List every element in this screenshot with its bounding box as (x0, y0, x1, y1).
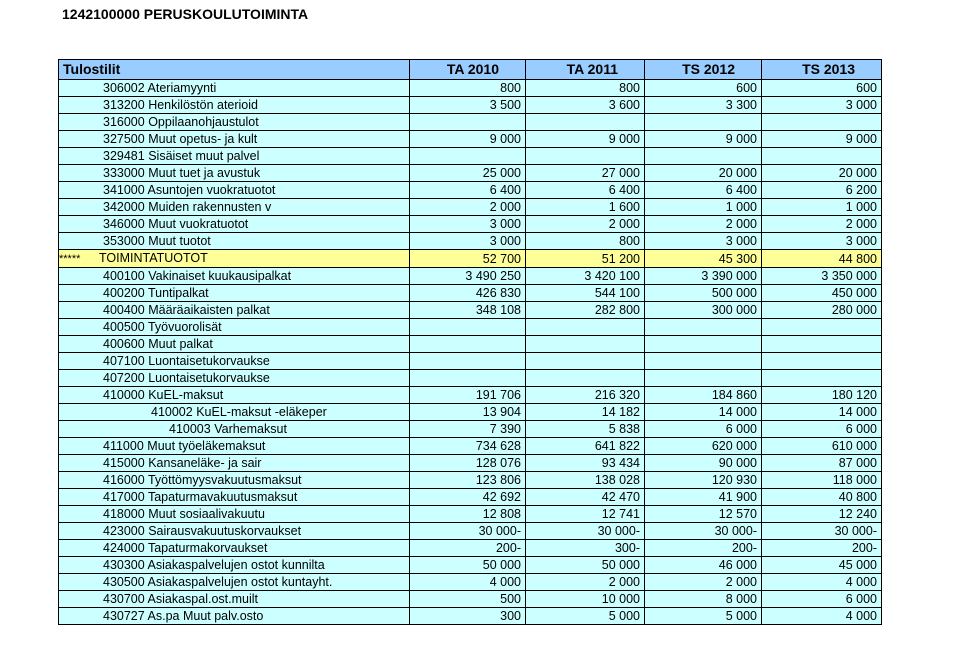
value-cell-ts2013 (762, 336, 882, 353)
value-cell-ts2013: 180 120 (762, 387, 882, 404)
table-row (59, 387, 882, 404)
value-cell-ts2013: 200- (762, 540, 882, 557)
value-cell-ta2011: 641 822 (526, 438, 645, 455)
value-cell-ts2013: 9 000 (762, 131, 882, 148)
value-cell-ta2011: 93 434 (526, 455, 645, 472)
table-row (59, 336, 882, 353)
value-cell-ta2010: 426 830 (410, 285, 526, 302)
value-cell-ts2012: 184 860 (645, 387, 762, 404)
value-cell-ts2013: 600 (762, 80, 882, 97)
account-code: 430300 (103, 558, 145, 572)
account-cell (59, 557, 410, 574)
account-name: Muut työeläkemaksut (147, 439, 266, 453)
account-cell (59, 80, 410, 97)
value-cell-ta2011: 27 000 (526, 165, 645, 182)
value-cell-ts2013: 118 000 (762, 472, 882, 489)
account-cell (59, 591, 410, 608)
account-cell (59, 199, 410, 216)
value-cell-ta2011: 10 000 (526, 591, 645, 608)
value-cell-ts2013: 3 000 (762, 97, 882, 114)
account-code: 327500 (103, 132, 145, 146)
value-cell-ta2010: 4 000 (410, 574, 526, 591)
value-cell-ta2011: 51 200 (526, 250, 645, 268)
value-cell-ta2010: 42 692 (410, 489, 526, 506)
value-cell-ta2011: 42 470 (526, 489, 645, 506)
account-name: Oppilaanohjaustulot (148, 115, 259, 129)
value-cell-ts2012: 620 000 (645, 438, 762, 455)
value-cell-ts2012: 5 000 (645, 608, 762, 625)
account-code: 410000 (103, 388, 145, 402)
value-cell-ts2012: 500 000 (645, 285, 762, 302)
account-code: 423000 (103, 524, 145, 538)
column-header-ta2010: TA 2010 (410, 60, 526, 80)
value-cell-ta2010: 123 806 (410, 472, 526, 489)
value-cell-ta2011: 138 028 (526, 472, 645, 489)
account-name: Työvuorolisät (147, 320, 222, 334)
table-row (59, 97, 882, 114)
account-code: 329481 (103, 149, 145, 163)
account-cell (59, 285, 410, 302)
table-row (59, 233, 882, 250)
value-cell-ts2012: 1 000 (645, 199, 762, 216)
value-cell-ts2013: 3 000 (762, 233, 882, 250)
account-name: Ateriamyynti (147, 81, 217, 95)
table-row (59, 199, 882, 216)
value-cell-ts2012 (645, 370, 762, 387)
value-cell-ta2011: 50 000 (526, 557, 645, 574)
column-header-account: Tulostilit (59, 60, 410, 80)
value-cell-ts2013 (762, 353, 882, 370)
table-row (59, 302, 882, 319)
value-cell-ta2010: 800 (410, 80, 526, 97)
value-cell-ts2013 (762, 148, 882, 165)
account-name: Kansaneläke- ja sair (148, 456, 262, 470)
value-cell-ta2011: 2 000 (526, 216, 645, 233)
account-code: 430727 (103, 609, 145, 623)
account-name: Muut vuokratuotot (148, 217, 249, 231)
value-cell-ts2012: 30 000- (645, 523, 762, 540)
column-header-ts2012: TS 2012 (645, 60, 762, 80)
value-cell-ta2010: 200- (410, 540, 526, 557)
table-row (59, 574, 882, 591)
value-cell-ta2011: 300- (526, 540, 645, 557)
value-cell-ta2010: 52 700 (410, 250, 526, 268)
column-header-ts2013: TS 2013 (762, 60, 882, 80)
account-cell (59, 455, 410, 472)
account-name: Varhemaksut (214, 422, 287, 436)
table-row (59, 489, 882, 506)
value-cell-ts2013: 450 000 (762, 285, 882, 302)
account-name: Määräaikaisten palkat (148, 303, 270, 317)
value-cell-ta2010 (410, 336, 526, 353)
account-code: 333000 (103, 166, 145, 180)
table-row (59, 285, 882, 302)
table-row (59, 148, 882, 165)
account-code: 400400 (103, 303, 145, 317)
account-code: 411000 (103, 439, 144, 453)
account-cell (59, 574, 410, 591)
value-cell-ta2010: 3 000 (410, 216, 526, 233)
table-row (59, 131, 882, 148)
value-cell-ta2011: 800 (526, 233, 645, 250)
table-row (59, 472, 882, 489)
value-cell-ta2011: 282 800 (526, 302, 645, 319)
account-cell (59, 353, 410, 370)
account-cell (59, 268, 410, 285)
account-code: 407200 (103, 371, 145, 385)
value-cell-ta2010: 13 904 (410, 404, 526, 421)
value-cell-ta2011: 3 600 (526, 97, 645, 114)
value-cell-ta2011 (526, 114, 645, 131)
value-cell-ts2013: 610 000 (762, 438, 882, 455)
value-cell-ta2010: 30 000- (410, 523, 526, 540)
account-cell (59, 336, 410, 353)
value-cell-ts2012: 2 000 (645, 574, 762, 591)
value-cell-ts2013 (762, 114, 882, 131)
account-name: Muut palkat (148, 337, 213, 351)
value-cell-ta2010: 2 000 (410, 199, 526, 216)
value-cell-ts2013: 12 240 (762, 506, 882, 523)
value-cell-ta2010: 6 400 (410, 182, 526, 199)
value-cell-ts2012: 41 900 (645, 489, 762, 506)
value-cell-ts2012 (645, 336, 762, 353)
account-cell (59, 421, 410, 438)
value-cell-ta2011 (526, 353, 645, 370)
budget-table (58, 59, 882, 625)
total-row (59, 250, 882, 268)
table-row (59, 114, 882, 131)
account-name: Luontaisetukorvaukse (148, 354, 270, 368)
value-cell-ta2010: 3 490 250 (410, 268, 526, 285)
value-cell-ts2012: 200- (645, 540, 762, 557)
value-cell-ta2011: 1 600 (526, 199, 645, 216)
account-code: 407100 (103, 354, 145, 368)
value-cell-ta2010: 12 808 (410, 506, 526, 523)
value-cell-ts2012: 600 (645, 80, 762, 97)
account-code: 416000 (103, 473, 145, 487)
value-cell-ts2013: 40 800 (762, 489, 882, 506)
value-cell-ts2013: 4 000 (762, 574, 882, 591)
account-code: 417000 (103, 490, 145, 504)
account-code: 424000 (103, 541, 145, 555)
table-row (59, 370, 882, 387)
value-cell-ta2010 (410, 353, 526, 370)
account-cell (59, 131, 410, 148)
value-cell-ta2011: 14 182 (526, 404, 645, 421)
table-row (59, 608, 882, 625)
account-cell (59, 165, 410, 182)
value-cell-ts2012: 20 000 (645, 165, 762, 182)
value-cell-ta2010: 128 076 (410, 455, 526, 472)
total-marker: ***** (59, 253, 81, 265)
account-cell (59, 319, 410, 336)
account-name: Muut opetus- ja kult (148, 132, 258, 146)
value-cell-ta2011: 216 320 (526, 387, 645, 404)
account-code: 430700 (103, 592, 145, 606)
account-cell (59, 182, 410, 199)
table-row (59, 591, 882, 608)
value-cell-ts2012 (645, 148, 762, 165)
value-cell-ts2013: 1 000 (762, 199, 882, 216)
value-cell-ts2013: 6 200 (762, 182, 882, 199)
value-cell-ts2012: 8 000 (645, 591, 762, 608)
account-code: 410002 (151, 405, 193, 419)
account-cell (59, 506, 410, 523)
value-cell-ta2011: 30 000- (526, 523, 645, 540)
account-code: 400600 (103, 337, 145, 351)
value-cell-ta2010: 191 706 (410, 387, 526, 404)
table-row (59, 438, 882, 455)
value-cell-ta2011: 6 400 (526, 182, 645, 199)
value-cell-ta2011 (526, 319, 645, 336)
table-header-row (59, 60, 882, 80)
account-cell (59, 608, 410, 625)
account-code: 346000 (103, 217, 145, 231)
value-cell-ts2013 (762, 370, 882, 387)
value-cell-ta2011: 9 000 (526, 131, 645, 148)
value-cell-ts2013 (762, 319, 882, 336)
value-cell-ta2011 (526, 148, 645, 165)
value-cell-ts2013: 87 000 (762, 455, 882, 472)
value-cell-ta2011: 2 000 (526, 574, 645, 591)
account-name: Tuntipalkat (147, 286, 209, 300)
account-cell (59, 148, 410, 165)
value-cell-ta2010: 3 000 (410, 233, 526, 250)
account-cell (59, 438, 410, 455)
account-cell (59, 302, 410, 319)
value-cell-ts2013: 3 350 000 (762, 268, 882, 285)
table-row (59, 80, 882, 97)
page-title: 1242100000 PERUSKOULUTOIMINTA (62, 6, 309, 22)
value-cell-ts2012: 300 000 (645, 302, 762, 319)
value-cell-ta2010: 348 108 (410, 302, 526, 319)
account-cell (59, 114, 410, 131)
account-code: 313200 (103, 98, 145, 112)
table-row (59, 540, 882, 557)
account-name: Tapaturmakorvaukset (147, 541, 268, 555)
value-cell-ts2013: 45 000 (762, 557, 882, 574)
value-cell-ts2013: 14 000 (762, 404, 882, 421)
value-cell-ta2011: 5 838 (526, 421, 645, 438)
value-cell-ts2012: 6 000 (645, 421, 762, 438)
value-cell-ta2011: 3 420 100 (526, 268, 645, 285)
value-cell-ts2012: 12 570 (645, 506, 762, 523)
account-name: Asuntojen vuokratuotot (147, 183, 276, 197)
value-cell-ta2010: 50 000 (410, 557, 526, 574)
account-code: 400100 (103, 269, 145, 283)
value-cell-ts2012: 45 300 (645, 250, 762, 268)
value-cell-ts2012: 120 930 (645, 472, 762, 489)
account-code: 418000 (103, 507, 145, 521)
account-code: 400200 (103, 286, 145, 300)
value-cell-ts2013: 6 000 (762, 591, 882, 608)
value-cell-ta2010: 734 628 (410, 438, 526, 455)
value-cell-ta2010 (410, 370, 526, 387)
table-row (59, 523, 882, 540)
value-cell-ts2012: 6 400 (645, 182, 762, 199)
account-cell (59, 97, 410, 114)
account-code: 430500 (103, 575, 145, 589)
value-cell-ta2010: 300 (410, 608, 526, 625)
table-row (59, 506, 882, 523)
account-name: Vakinaiset kuukausipalkat (148, 269, 292, 283)
account-cell (59, 216, 410, 233)
account-name: Tapaturmavakuutusmaksut (147, 490, 298, 504)
table-row (59, 404, 882, 421)
value-cell-ts2013: 20 000 (762, 165, 882, 182)
value-cell-ta2010: 500 (410, 591, 526, 608)
account-name: Muut tuet ja avustuk (148, 166, 261, 180)
value-cell-ts2013: 2 000 (762, 216, 882, 233)
value-cell-ta2010: 7 390 (410, 421, 526, 438)
account-code: 342000 (103, 200, 145, 214)
value-cell-ta2010: 9 000 (410, 131, 526, 148)
table-row (59, 455, 882, 472)
value-cell-ta2011: 12 741 (526, 506, 645, 523)
account-name: Työttömyysvakuutusmaksut (147, 473, 302, 487)
value-cell-ts2012: 90 000 (645, 455, 762, 472)
account-name: Henkilöstön aterioid (148, 98, 258, 112)
value-cell-ts2012: 14 000 (645, 404, 762, 421)
value-cell-ts2013: 44 800 (762, 250, 882, 268)
account-cell (59, 250, 410, 268)
account-name: Asiakaspalvelujen ostot kuntayht. (147, 575, 333, 589)
value-cell-ta2011 (526, 336, 645, 353)
value-cell-ts2012 (645, 353, 762, 370)
account-code: 316000 (103, 115, 145, 129)
table-row (59, 557, 882, 574)
account-code: 306002 (103, 81, 145, 95)
account-name: Asiakaspalvelujen ostot kunnilta (147, 558, 325, 572)
value-cell-ts2012: 3 000 (645, 233, 762, 250)
value-cell-ta2010 (410, 148, 526, 165)
account-code: 400500 (103, 320, 145, 334)
table-row (59, 353, 882, 370)
value-cell-ts2012: 9 000 (645, 131, 762, 148)
account-cell (59, 404, 410, 421)
value-cell-ta2011: 5 000 (526, 608, 645, 625)
account-cell (59, 370, 410, 387)
account-name: KuEL-maksut (148, 388, 224, 402)
value-cell-ts2013: 6 000 (762, 421, 882, 438)
account-name: TOIMINTATUOTOT (99, 251, 208, 265)
account-cell (59, 387, 410, 404)
value-cell-ts2012: 3 300 (645, 97, 762, 114)
value-cell-ta2010: 3 500 (410, 97, 526, 114)
account-cell (59, 233, 410, 250)
table-row (59, 268, 882, 285)
account-code: 415000 (103, 456, 145, 470)
value-cell-ts2013: 280 000 (762, 302, 882, 319)
account-cell (59, 523, 410, 540)
account-name: Asiakaspal.ost.muilt (147, 592, 258, 606)
value-cell-ts2012: 3 390 000 (645, 268, 762, 285)
value-cell-ta2010 (410, 319, 526, 336)
value-cell-ts2012: 46 000 (645, 557, 762, 574)
account-cell (59, 540, 410, 557)
value-cell-ta2010: 25 000 (410, 165, 526, 182)
value-cell-ta2011: 800 (526, 80, 645, 97)
account-name: Sisäiset muut palvel (148, 149, 260, 163)
value-cell-ts2012 (645, 319, 762, 336)
account-name: Muut sosiaalivakuutu (148, 507, 265, 521)
account-name: Luontaisetukorvaukse (148, 371, 270, 385)
value-cell-ts2012: 2 000 (645, 216, 762, 233)
table-row (59, 421, 882, 438)
account-code: 410003 (169, 422, 211, 436)
account-cell (59, 472, 410, 489)
account-code: 353000 (103, 234, 145, 248)
account-name: Sairausvakuutuskorvaukset (148, 524, 302, 538)
value-cell-ta2011: 544 100 (526, 285, 645, 302)
value-cell-ts2012 (645, 114, 762, 131)
account-name: Muiden rakennusten v (148, 200, 272, 214)
account-code: 341000 (103, 183, 145, 197)
value-cell-ta2010 (410, 114, 526, 131)
account-name: As.pa Muut palv.osto (147, 609, 264, 623)
table-row (59, 182, 882, 199)
value-cell-ta2011 (526, 370, 645, 387)
table-row (59, 165, 882, 182)
value-cell-ts2013: 4 000 (762, 608, 882, 625)
column-header-ta2011: TA 2011 (526, 60, 645, 80)
account-name: Muut tuotot (148, 234, 211, 248)
value-cell-ts2013: 30 000- (762, 523, 882, 540)
account-name: KuEL-maksut -eläkeper (196, 405, 327, 419)
account-cell (59, 489, 410, 506)
table-row (59, 216, 882, 233)
table-row (59, 319, 882, 336)
